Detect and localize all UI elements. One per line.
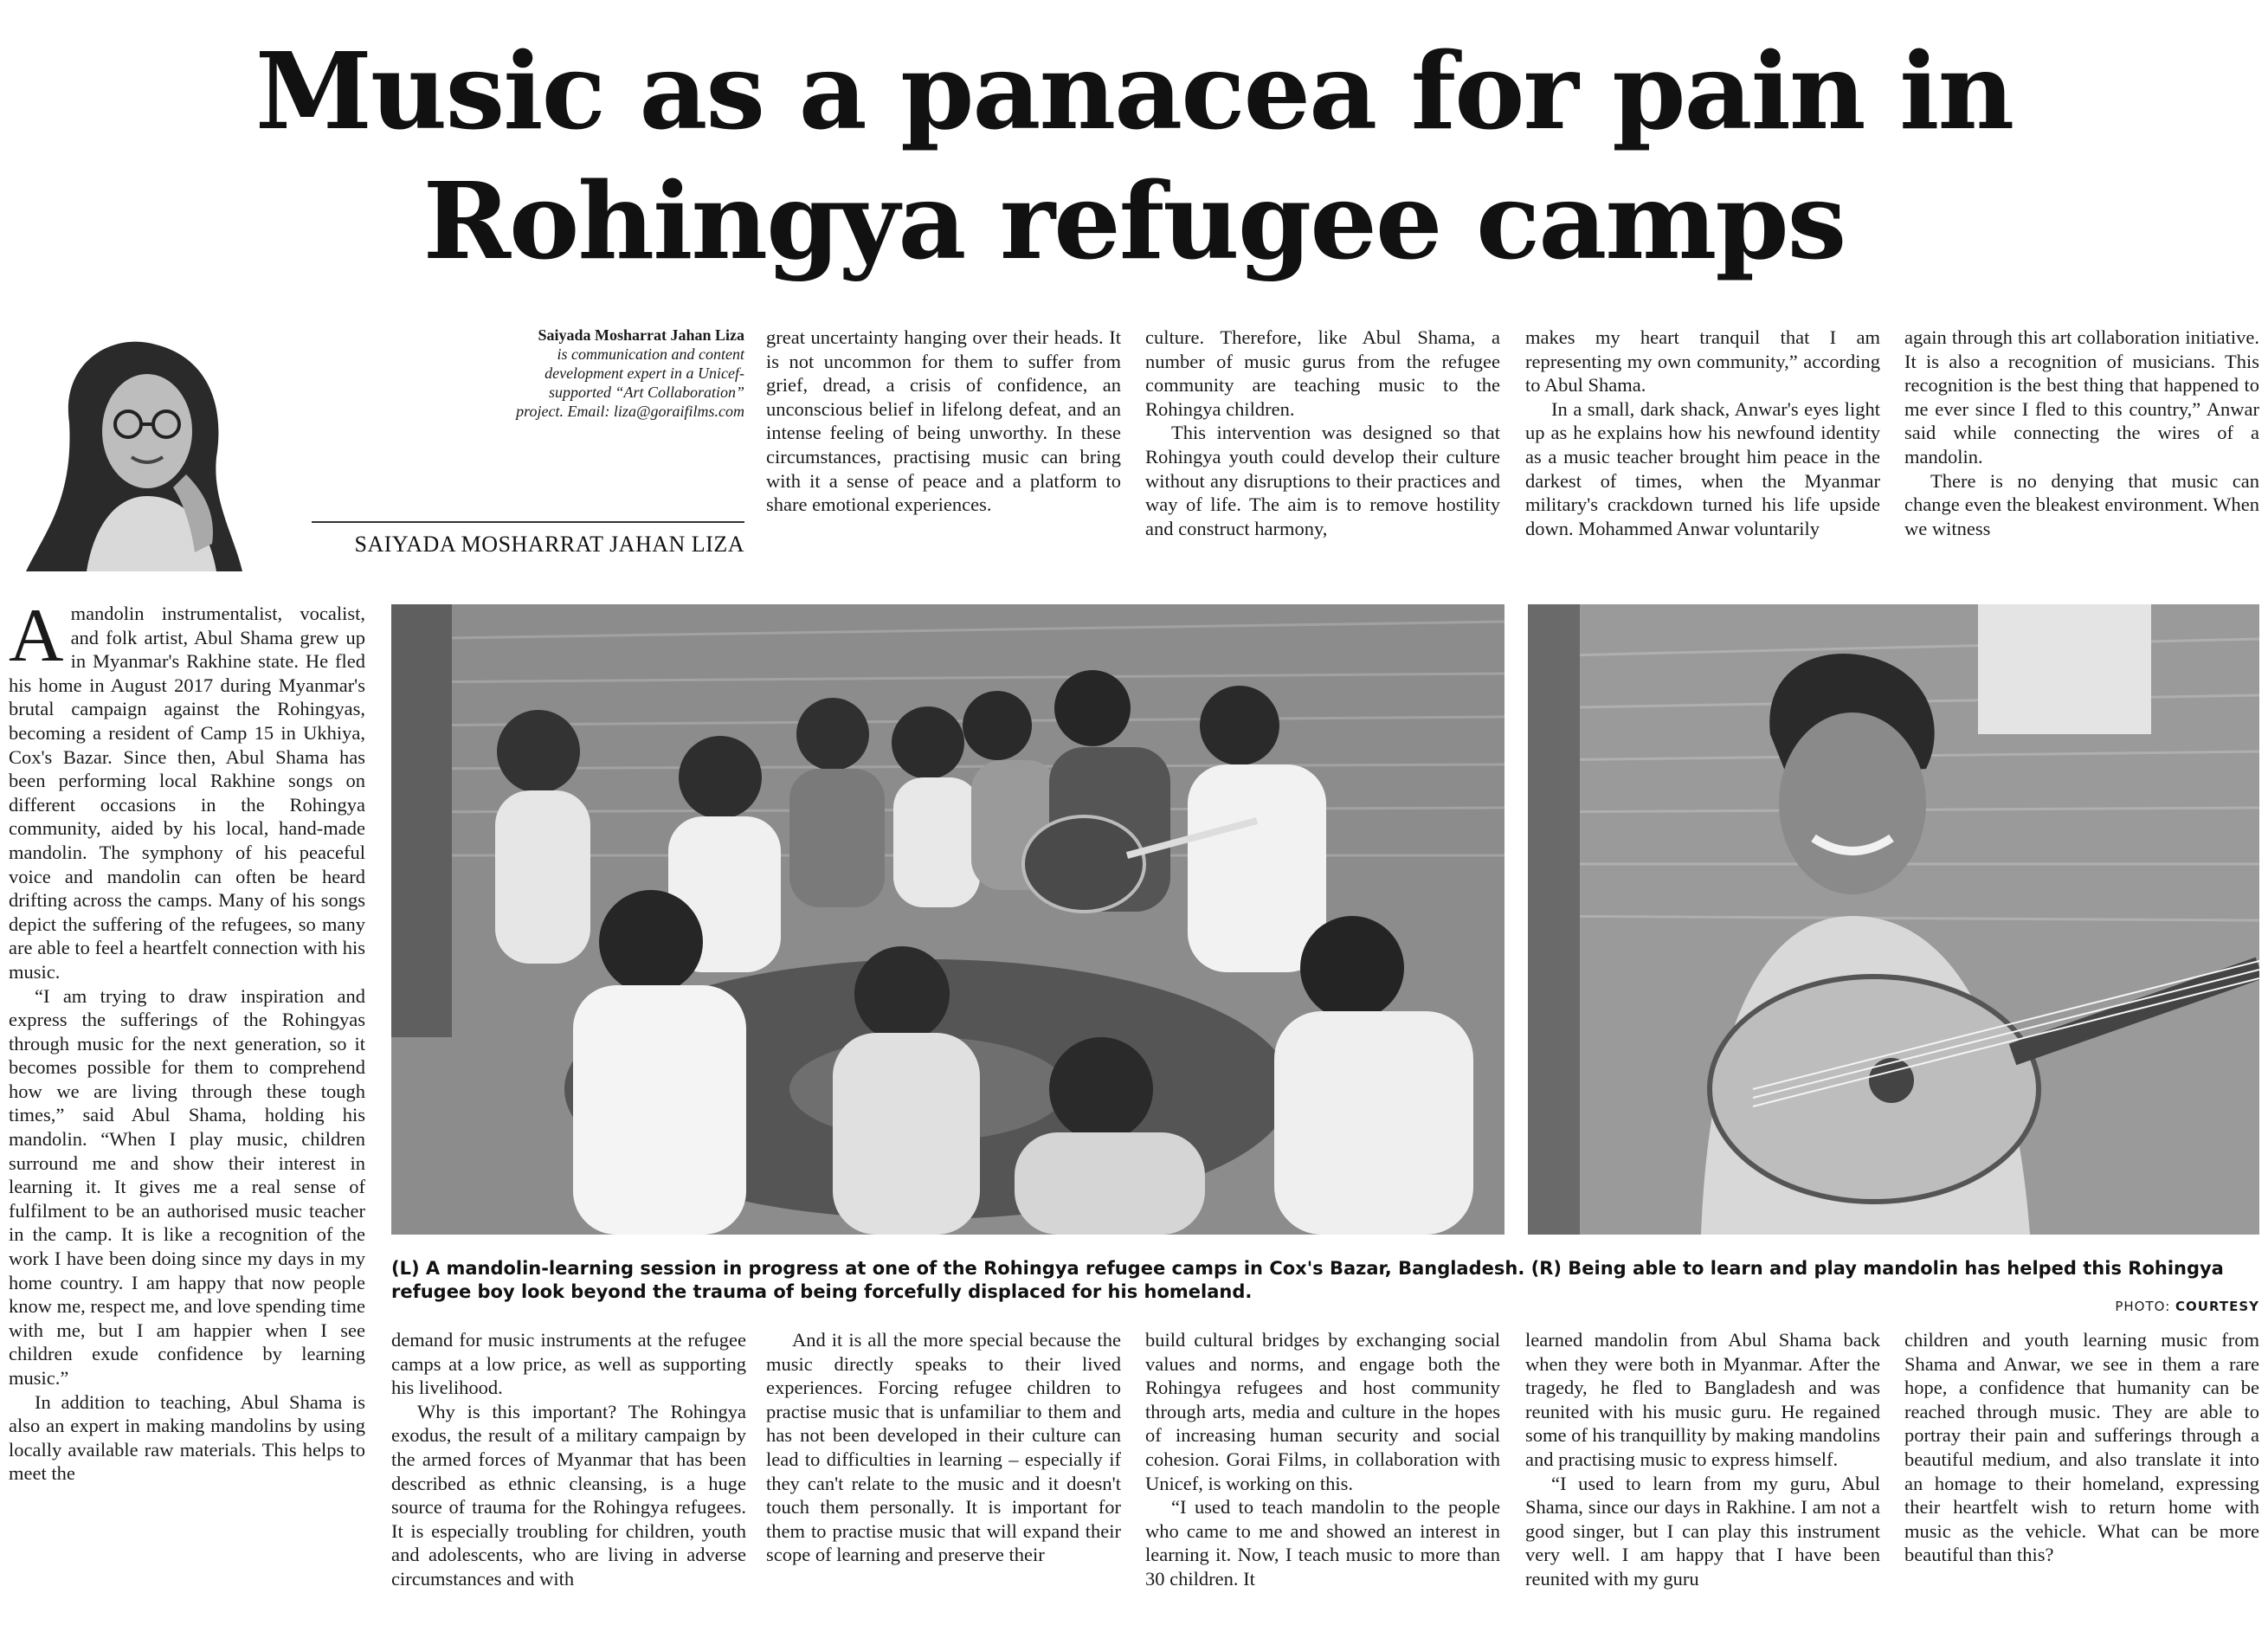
headline-line-1: Music as a panacea for pain in (255, 29, 2013, 153)
left-column-para-1 (9, 602, 365, 984)
left-column-para-3: In addition to teaching, Abul Shama is also an expert in making mandolins by using locally available raw materials. This helps to meet the (9, 1390, 365, 1485)
bottom-column-4 (1525, 1328, 1880, 1645)
bottom-column-4-para-1: learned mandolin from Abul Shama back when they were both in Myanmar. After the tragedy, he fled to Bangladesh and was reunited with his music guru. He regained some of his tranquillity by making mandolins and practising music to express himself. (1525, 1329, 1880, 1470)
bottom-column-1 (391, 1328, 746, 1645)
bottom-column-3-para-1: build cultural bridges by exchanging social values and norms, and engage both the Rohingya refugees and host community through arts, media and culture in the hopes of increasing human security and social cohesion. Gorai Films, in collaboration with Unicef, is working on this. (1145, 1329, 1500, 1494)
byline-name: SAIYADA MOSHARRAT JAHAN LIZA (354, 532, 744, 557)
photo-boy-mandolin (1528, 604, 2259, 1235)
top-column-3 (1525, 326, 1880, 564)
photo-credit (1991, 1299, 2259, 1314)
left-column (9, 602, 365, 1645)
photo-credit-label: PHOTO: (2115, 1299, 2171, 1314)
byline-bio (450, 326, 744, 421)
bottom-column-2-text: And it is all the more special because the music directly speaks to their lived experiences. Forcing refugee children to practise music that is unfamiliar to them and has not been developed in their culture can lead to difficulties in learning – especially if they can't relate to the music and it doesn't touch them personally. It is important for them to practise music that will expand their scope of learning and preserve their (766, 1329, 1121, 1566)
bio-line-2: development expert in a Unicef- (544, 364, 744, 382)
top-column-3-para-2: In a small, dark shack, Anwar's eyes light up as he explains how his newfound identity as a music teacher brought him peace in the darkest of times, when the Myanmar military's crackdown turned his life upside down. Mohammed Anwar voluntarily (1525, 397, 1880, 539)
bottom-column-1-para-1: demand for music instruments at the refugee camps at a low price, as well as supporting his livelihood. (391, 1329, 746, 1399)
left-column-para-1-text: mandolin instrumentalist, vocalist, and folk artist, Abul Shama grew up in Myanmar's Rakhine state. He fled his home in August 2017 during Myanmar's brutal campaign against the Rohingyas, becoming a resident of Camp 15 in Ukhiya, Cox's Bazar. Since then, Abul Shama has been performing local Rakhine songs on different occasions in the Rohingya community, aided by his local, hand-made mandolin. The symphony of his peaceful voice and mandolin can often be heard drifting across the camps. Many of his songs depict the suffering of the refugees, so many are able to feel a heartfelt connection with his music. (9, 603, 365, 983)
photo-credit-value: COURTESY (2175, 1299, 2259, 1314)
bottom-column-3-para-2: “I used to teach mandolin to the people who came to me and showed an interest in learning it. Now, I teach music to more than 30 children. It (1145, 1496, 1500, 1590)
top-column-1-text: great uncertainty hanging over their heads. It is not uncommon for them to suffer from grief, dread, a crisis of confidence, an unconscious belief in lifelong defeat, and an intense feeling of being unworthy. In these circumstances, practising music can bring with it a sense of peace and a platform to share emotional experiences. (766, 326, 1121, 516)
byline-rule (312, 521, 744, 523)
bottom-column-4-para-2: “I used to learn from my guru, Abul Shama, since our days in Rakhine. I am not a good singer, but I can play this instrument very well. I am happy that I have been reunited with my guru (1525, 1472, 1880, 1590)
bottom-column-2 (766, 1328, 1121, 1645)
top-column-4-para-1: again through this art collaboration initiative. It is also a recognition of musicians. This recognition is the best thing that happened to me ever since I fled to this country,” Anwar said while connecting the wires of a mandolin. (1904, 326, 2259, 468)
photo-caption: (L) A mandolin-learning session in progress at one of the Rohingya refugee camps in Cox's Bazar, Bangladesh. (R) Being able to learn and play mandolin has helped this Rohingya refugee boy look beyond the trauma of being forcefully displaced for his homeland. (391, 1258, 2224, 1302)
top-column-2 (1145, 326, 1500, 564)
bio-line-3: supported “Art Collaboration” (548, 384, 744, 401)
bio-line-1: is communication and content (557, 345, 744, 363)
bottom-column-3 (1145, 1328, 1500, 1645)
top-column-2-para-1: culture. Therefore, like Abul Shama, a number of music gurus from the refugee community are teaching music to the Rohingya children. (1145, 326, 1500, 420)
bottom-column-1-para-2: Why is this important? The Rohingya exodus, the result of a military campaign by the armed forces of Myanmar that has been described as ethnic cleansing, is a huge source of trauma for the Rohingya refugees. It is especially troubling for children, youth and adolescents, who are living in adverse circumstances and with (391, 1400, 746, 1590)
bio-name: Saiyada Mosharrat Jahan Liza (538, 326, 744, 344)
headline-line-2: Rohingya refugee camps (422, 158, 1846, 283)
photo-boy-mandolin-image (1528, 604, 2259, 1235)
top-column-4 (1904, 326, 2259, 564)
top-column-4-para-2: There is no denying that music can change even the bleakest environment. When we witness (1904, 469, 2259, 539)
top-column-1 (766, 326, 1121, 564)
bottom-column-5-text: children and youth learning music from Shama and Anwar, we see in them a rare hope, a confidence that humanity can be reached through music. They are able to portray their pain and sufferings through a beautiful medium, and also translate it into an homage to their homeland, expressing their heartfelt wish to return home with music as the vehicle. What can be more beautiful than this? (1904, 1329, 2259, 1566)
bottom-column-5 (1904, 1328, 2259, 1645)
author-photo (9, 327, 268, 571)
dropcap-letter: A (9, 602, 64, 678)
photo-learning-session-image (391, 604, 1504, 1235)
left-column-para-2: “I am trying to draw inspiration and express the sufferings of the Rohingyas through music for the next generation, so it becomes possible for them to comprehend how we are living through these tough times,” said Abul Shama, holding his mandolin. “When I play music, children surround me and show their interest in learning it. It gives me a real sense of fulfilment to be an authorised music teacher in the camp. It is like a recognition of the work I have been doing since my days in my home country. I am happy that now people know me, respect me, and love spending time with me, but I am happier when I see children exude confidence by learning music.” (9, 984, 365, 1389)
photo-learning-session (391, 604, 1504, 1235)
top-column-3-para-1: makes my heart tranquil that I am representing my own community,” according to Abul Shama. (1525, 326, 1880, 397)
top-column-2-para-2: This intervention was designed so that Rohingya youth could develop their culture without any disruptions to their practices and way of life. The aim is to remove hostility and construct harmony, (1145, 422, 1500, 539)
bio-line-4: project. Email: liza@goraifilms.com (516, 403, 744, 420)
headline (0, 26, 2268, 286)
